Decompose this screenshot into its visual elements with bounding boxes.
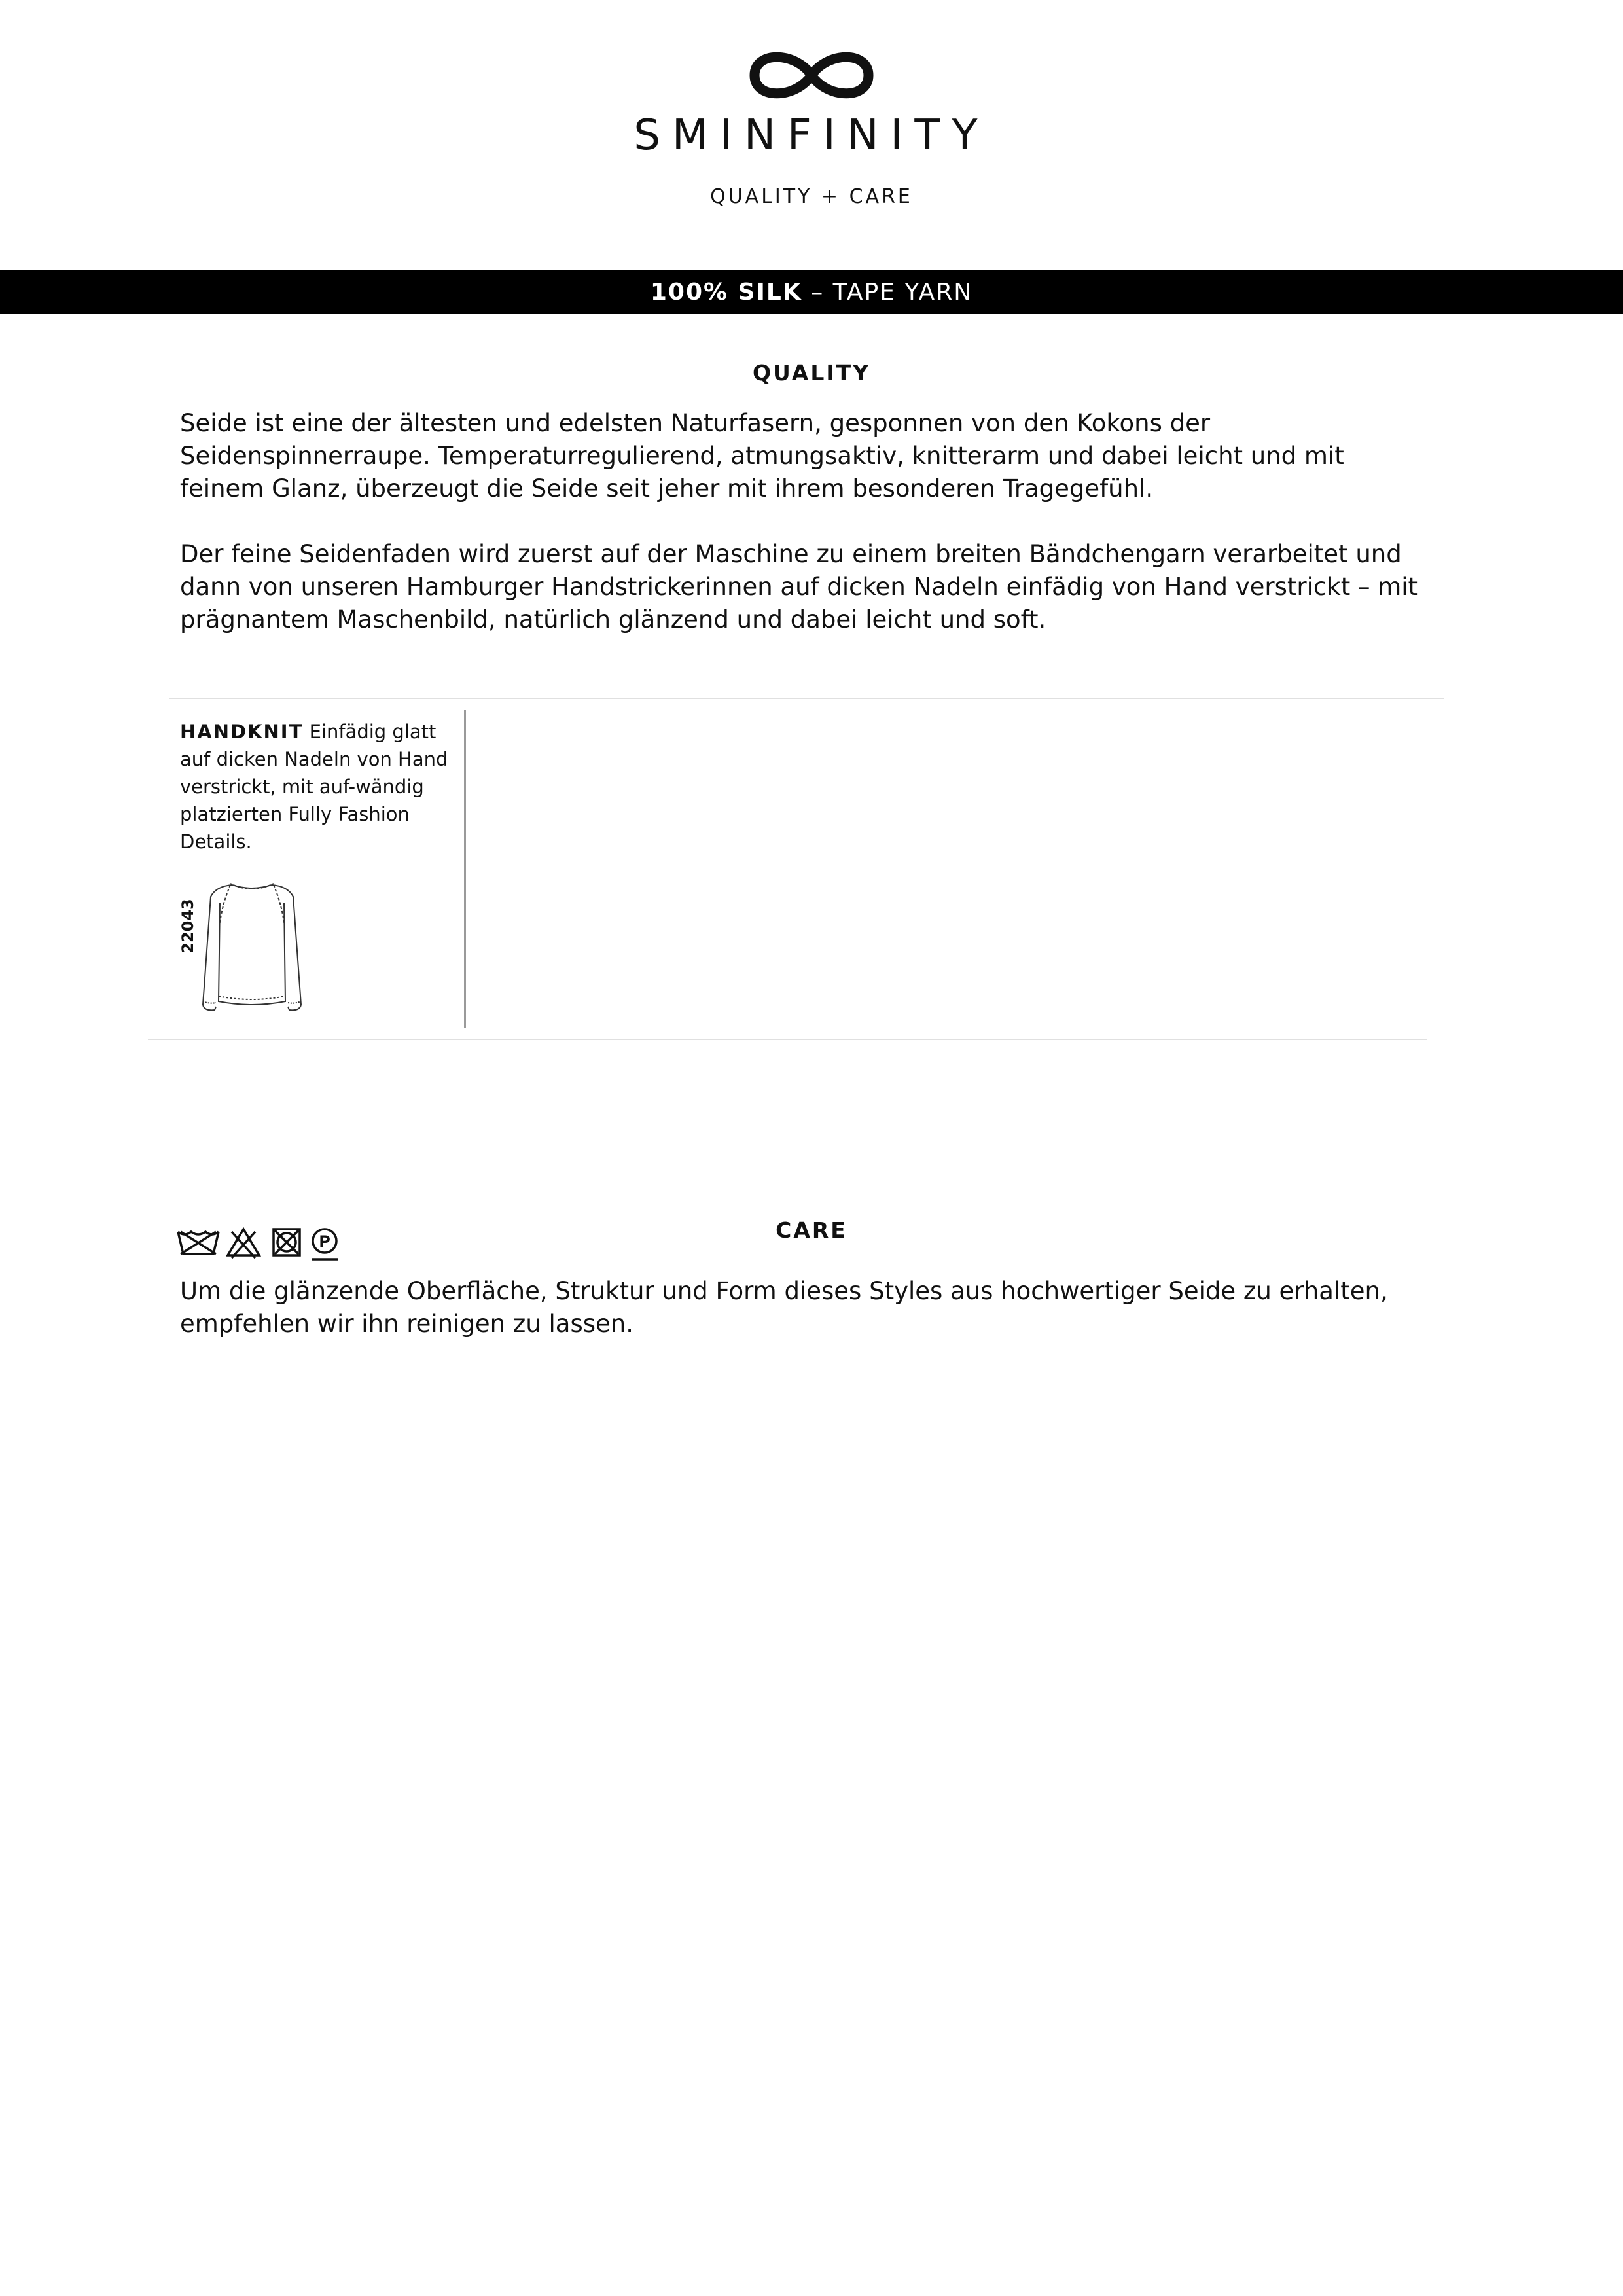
- do-not-wash-icon: [178, 1232, 219, 1254]
- do-not-bleach-icon: [228, 1229, 259, 1258]
- technique-description: [180, 718, 455, 855]
- care-heading: CARE: [776, 1217, 847, 1243]
- quality-paragraph-1: Seide ist eine der ältesten und edelsten Naturfasern, gesponnen von den Kokons der Seidenspinnerraupe. Temperaturregulierend, atmungsaktiv, knitterarm und dabei leicht und mit feinem Glanz, überzeugt die Seide seit jeher mit ihrem besonderen Tragegefühl.: [180, 409, 1344, 503]
- infinity-icon: [743, 46, 880, 105]
- technique-text: Einfädig glatt auf dicken Nadeln von Hand verstrickt, mit auf-wändig platzierten Fully Fashion Details.: [180, 721, 448, 853]
- dry-clean-p-icon: [312, 1229, 338, 1259]
- divider-bottom: [148, 1039, 1427, 1040]
- divider-vertical: [464, 710, 466, 1028]
- divider-top: [169, 698, 1444, 699]
- style-number: 22043: [179, 899, 197, 954]
- banner-material: 100% SILK: [650, 279, 802, 306]
- sweater-sketch-icon: [196, 877, 308, 1021]
- care-text: Um die glänzende Oberfläche, Struktur und Form dieses Styles aus hochwertiger Seide zu erhalten, empfehlen wir ihn reinigen zu lassen.: [180, 1277, 1388, 1338]
- brand-wordmark: SMINFINITY: [633, 111, 990, 160]
- care-symbols: [175, 1225, 346, 1262]
- quality-paragraph-2: Der feine Seidenfaden wird zuerst auf der Maschine zu einem breiten Bändchengarn verarbeitet und dann von unseren Hamburger Handstrickerinnen auf dicken Nadeln einfädig von Hand verstrickt – mit prägnantem Maschenbild, natürlich glänzend und dabei leicht und soft.: [180, 540, 1418, 634]
- brand-logo: [0, 46, 1623, 105]
- brand-tagline: QUALITY + CARE: [710, 185, 913, 208]
- quality-heading: QUALITY: [752, 360, 871, 386]
- material-banner: [0, 270, 1623, 314]
- do-not-tumble-dry-icon: [274, 1229, 300, 1255]
- banner-yarn: – TAPE YARN: [802, 279, 973, 306]
- technique-label: HANDKNIT: [180, 721, 304, 743]
- svg-text:P: P: [319, 1232, 330, 1251]
